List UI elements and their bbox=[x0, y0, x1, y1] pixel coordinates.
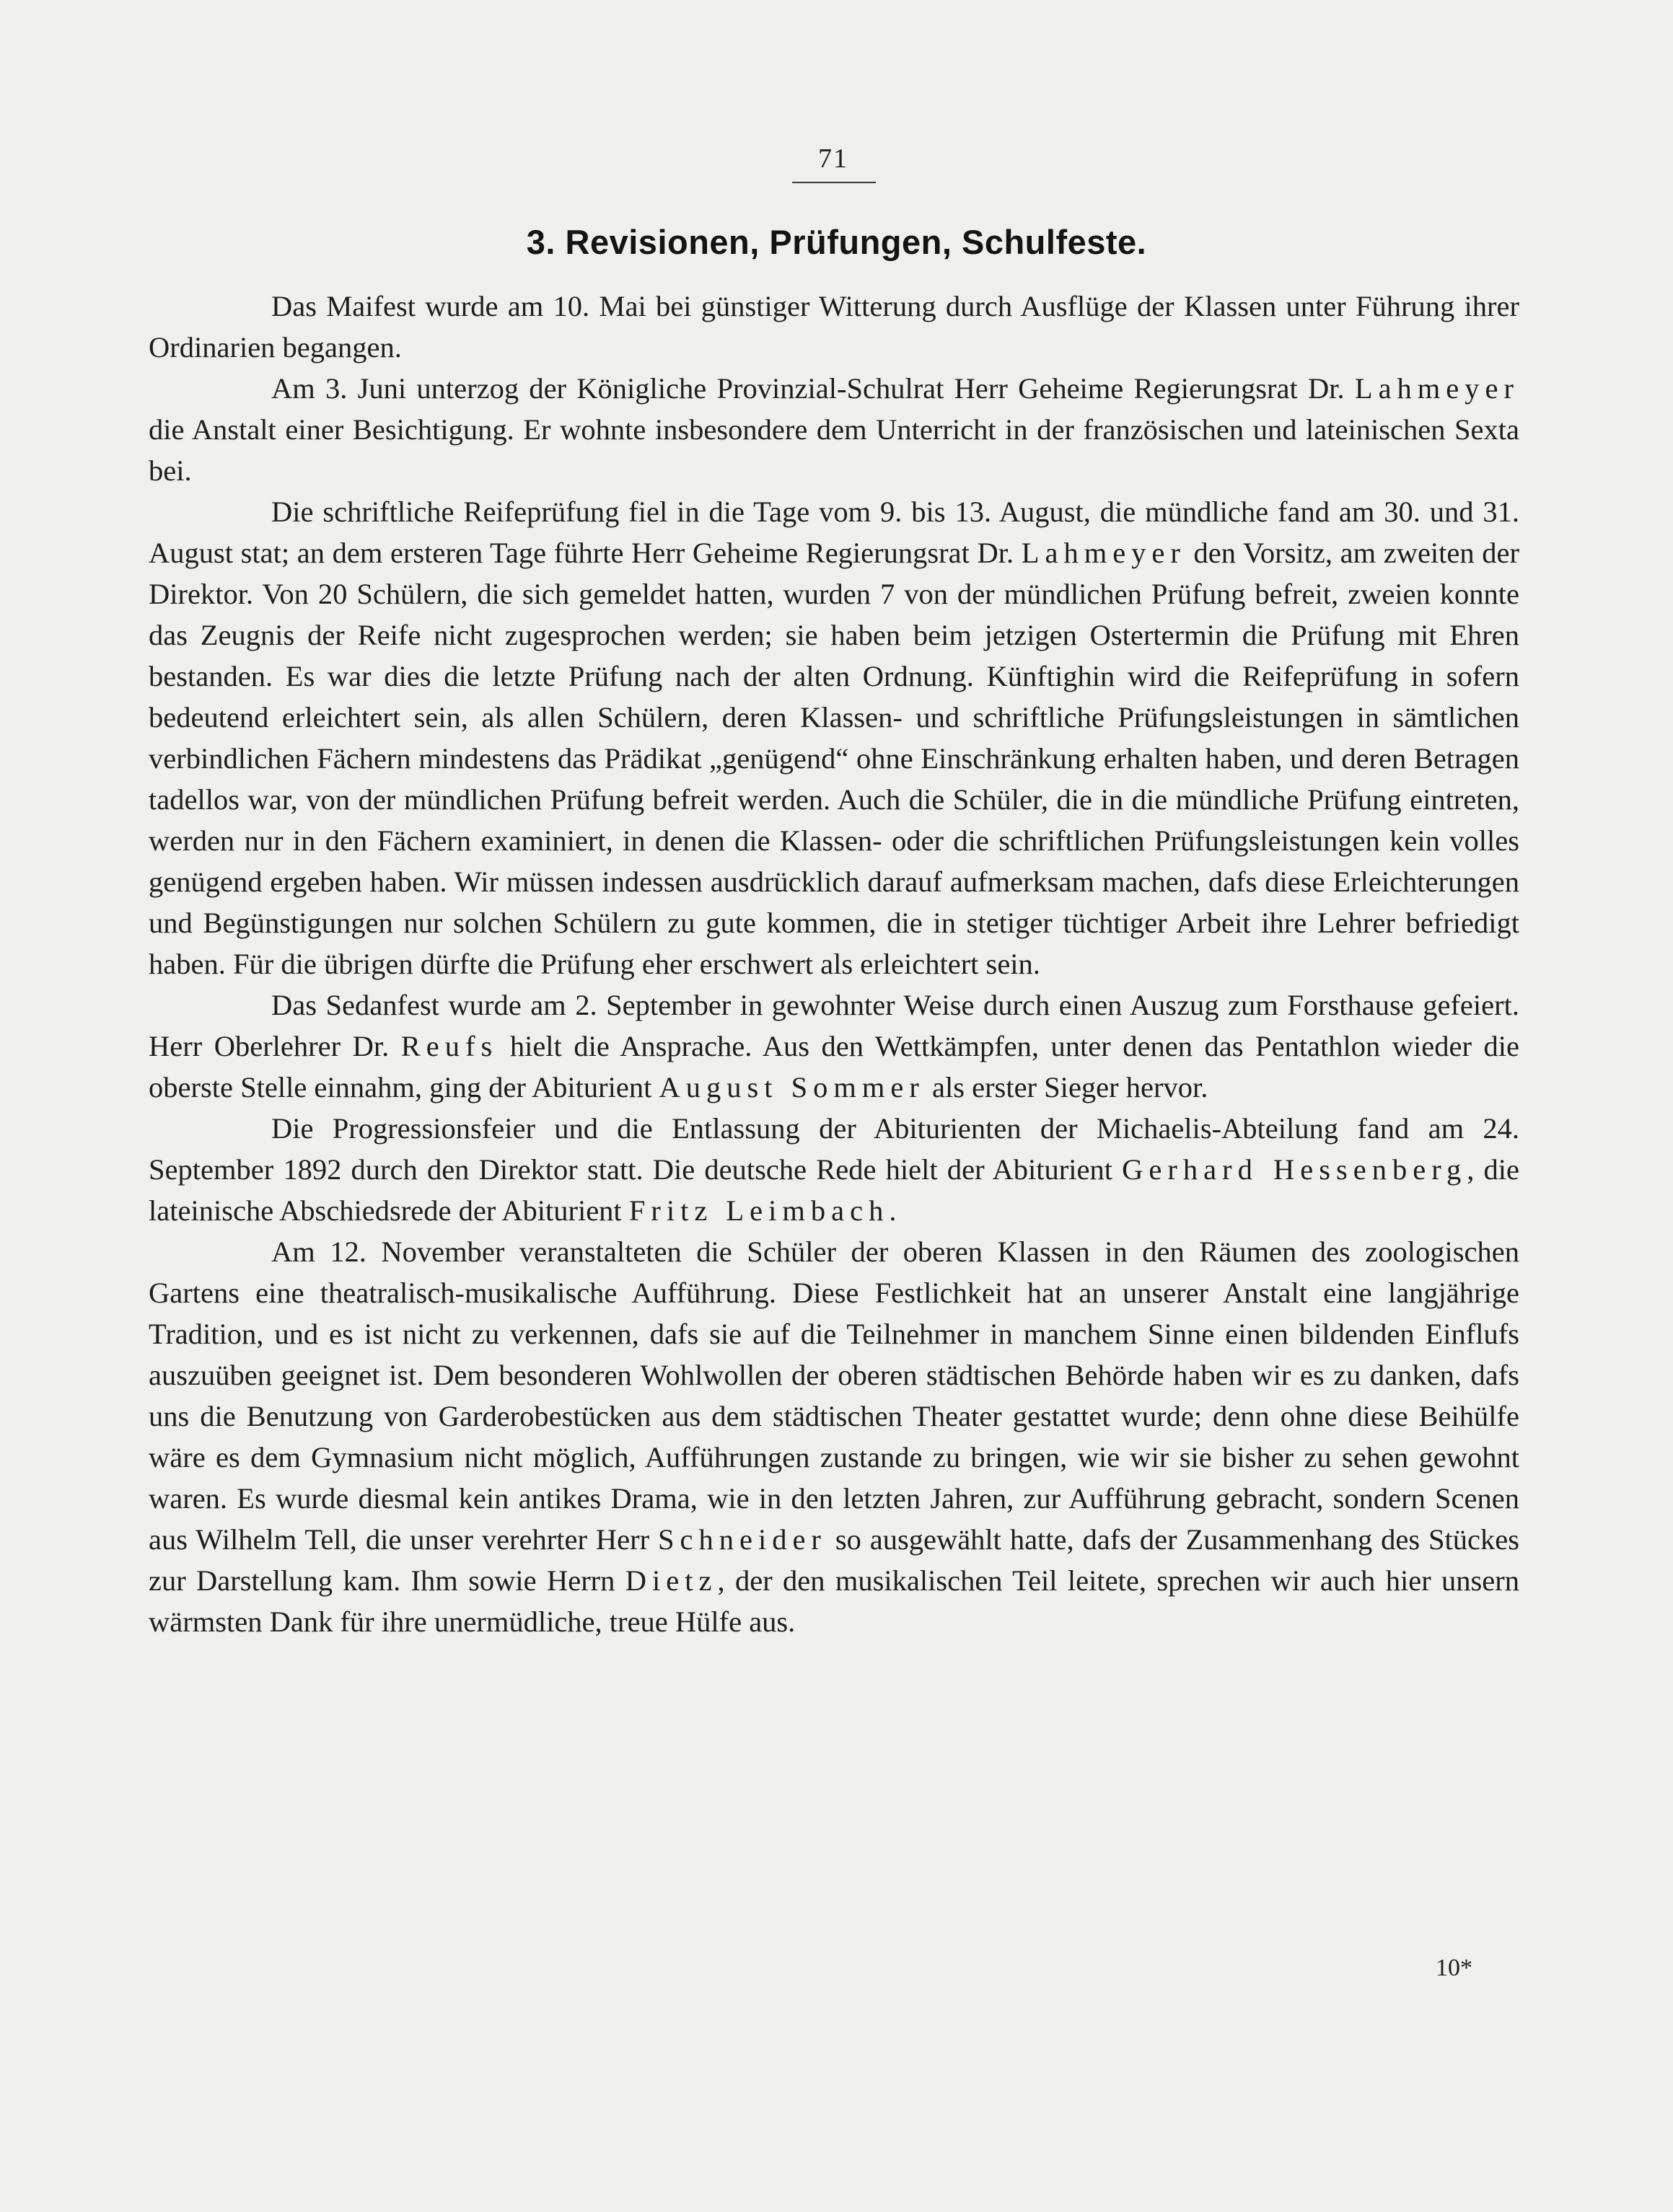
spaced-name: Reufs bbox=[400, 1030, 499, 1062]
paragraph bbox=[149, 1231, 1519, 1642]
spaced-name: Gerhard Hessenberg bbox=[1122, 1153, 1467, 1186]
text-segment: Die Progressionsfeier und die Entlassung der Abiturienten der Michaelis-Abteilung fand am 24. September 1892 durch den Direktor statt. Die deutsche Rede hielt der Abiturient bbox=[149, 1112, 1519, 1186]
text-segment: , die lateinische Abschiedsrede der Abiturient bbox=[149, 1153, 1519, 1227]
paragraph bbox=[149, 1108, 1519, 1231]
spaced-name: Fritz Leimbach bbox=[628, 1194, 890, 1227]
text-segment: Am 12. November veranstalteten die Schüler der oberen Klassen in den Räumen des zoologischen Gartens eine theatralisch-musikalische Aufführung. Diese Festlichkeit hat an unserer Anstalt eine langjährige Tradition, und es ist nicht zu verkennen, dafs sie auf die Teilnehmer in manchem Sinne einen bildenden Einflufs auszuüben geeignet ist. Dem besonderen Wohlwollen der oberen städtischen Behörde haben wir es zu danken, dafs uns die Benutzung von Garderobestücken aus dem städtischen Theater gestattet wurde; denn ohne diese Beihülfe wäre es dem Gymnasium nicht möglich, Aufführungen zustande zu bringen, wie wir sie bisher zu sehen gewohnt waren. Es wurde diesmal kein antikes Drama, wie in den letzten Jahren, zur Aufführung gebracht, sondern Scenen aus Wilhelm Tell, die unser verehrter Herr bbox=[149, 1235, 1519, 1556]
paragraph bbox=[149, 491, 1519, 984]
body-text bbox=[149, 286, 1519, 1642]
text-segment: die Anstalt einer Besichtigung. Er wohnte insbesondere dem Unterricht in der französischen und lateinischen Sexta bei. bbox=[149, 413, 1519, 487]
paragraph bbox=[149, 984, 1519, 1108]
paragraph bbox=[149, 368, 1519, 491]
paragraph bbox=[149, 286, 1519, 368]
text-segment: . bbox=[889, 1194, 897, 1227]
printer-signature-mark: 10* bbox=[1436, 1955, 1472, 1981]
page-number: 71 bbox=[818, 144, 848, 174]
text-segment: hielt die Ansprache. Aus den Wettkämpfen, unter denen das Pentathlon wieder die oberste Stelle einnahm, ging der Abiturient bbox=[149, 1030, 1519, 1103]
text-segment: Das Sedanfest wurde am 2. September in gewohnter Weise durch einen Auszug zum Forsthause gefeiert. Herr Oberlehrer Dr. bbox=[149, 989, 1519, 1062]
text-segment: als erster Sieger hervor. bbox=[924, 1071, 1208, 1103]
spaced-name: Schneider bbox=[657, 1523, 827, 1556]
text-segment: so ausgewählt hatte, dafs der Zusammenhang des Stückes zur Darstellung kam. Ihm sowie Herrn bbox=[149, 1523, 1519, 1597]
spaced-name: August Sommer bbox=[659, 1071, 925, 1103]
spaced-name: Lahmeyer bbox=[1354, 372, 1519, 405]
text-segment: , der den musikalischen Teil leitete, sprechen wir auch hier unsern wärmsten Dank für ihre unermüdliche, treue Hülfe aus. bbox=[149, 1564, 1520, 1638]
text-segment: den Vorsitz, am zweiten der Direktor. Von 20 Schülern, die sich gemeldet hatten, wurden 7 von der mündlichen Prüfung befreit, zweien konnte das Zeugnis der Reife nicht zugesprochen werden; sie haben beim jetzigen Ostertermin die Prüfung mit Ehren bestanden. Es war dies die letzte Prüfung nach der alten Ordnung. Künftighin wird die Reifeprüfung in sofern bedeutend erleichtert sein, als allen Schülern, deren Klassen- und schriftliche Prüfungsleistungen in sämtlichen verbindlichen Fächern mindestens das Prädikat „genügend“ ohne Einschränkung erhalten haben, und deren Betragen tadellos war, von der mündlichen Prüfung befreit werden. Auch die Schüler, die in die mündliche Prüfung eintreten, werden nur in den Fächern examiniert, in denen die Klassen- oder die schriftlichen Prüfungsleistungen kein volles genügend ergeben haben. Wir müssen indessen ausdrücklich darauf aufmerksam machen, dafs diese Erleichterungen und Begünstigungen nur solchen Schülern zu gute kommen, die in stetiger tüchtiger Arbeit ihre Lehrer befriedigt haben. Für die übrigen dürfte die Prüfung eher erschwert als erleichtert sein. bbox=[149, 537, 1519, 980]
spaced-name: Lahmeyer bbox=[1021, 537, 1186, 569]
text-segment: Am 3. Juni unterzog der Königliche Provinzial-Schulrat Herr Geheime Regierungsrat Dr. bbox=[271, 372, 1355, 405]
section-heading: 3. Revisionen, Prüfungen, Schulfeste. bbox=[526, 223, 1147, 261]
text-segment: Die schriftliche Reifeprüfung fiel in die Tage vom 9. bis 13. August, die mündliche fand am 30. und 31. August stat; an dem ersteren Tage führte Herr Geheime Regierungsrat Dr. bbox=[149, 495, 1519, 569]
page-number-rule bbox=[792, 182, 876, 183]
text-segment: Das Maifest wurde am 10. Mai bei günstiger Witterung durch Ausflüge der Klassen unter Führung ihrer Ordinarien begangen. bbox=[149, 290, 1519, 363]
spaced-name: Dietz bbox=[625, 1564, 718, 1597]
